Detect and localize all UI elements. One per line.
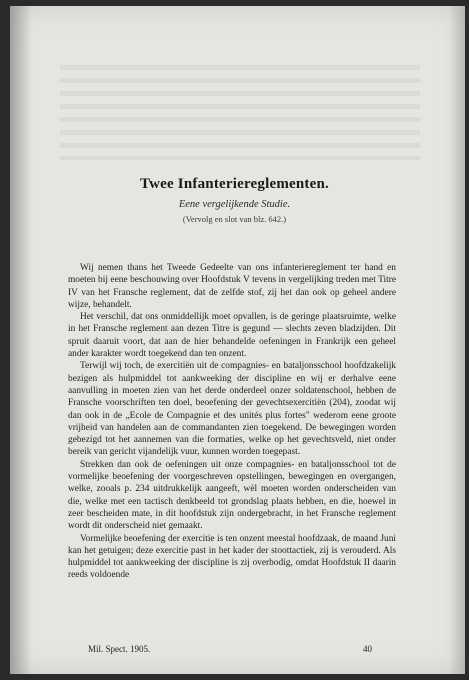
page-footer [88,644,372,654]
paragraph: Strekken dan ook de oefeningen uit onze compagnies- en bataljonsschool tot de vormelijke beoefening der voorgeschreven opstellingen, bewegingen en overgangen, welke, zooals p. 234 uitdrukkelijk aangeeft, wèl moeten worden onderscheiden van die, welke met een tactisch denkbeeld tot grondslag plaats hebben, en die, hoewel in zeer bescheiden mate, in dit hoofdstuk zijn ondergebracht, in het Fransche reglement wordt dit onderscheid niet gemaakt. [68,459,396,532]
page-edge-shadow [449,6,465,674]
article-title: Twee Infanteriereglementen. [140,176,329,192]
binding-shadow [10,6,32,674]
article-body [68,262,396,582]
continuation-note: (Vervolg en slot van blz. 642.) [182,214,287,224]
page-number: 40 [363,644,372,654]
paragraph: Het verschil, dat ons onmiddellijk moet opvallen, is de geringe plaatsruimte, welke in het Fransche reglement aan dezen Titre is gegund — slechts zeven bladzijden. Dit spruit daaruit voort, dat aan de hier behandelde oefeningen in Frankrijk een geheel ander karakter wordt toegekend dan ten onzent. [68,312,396,360]
paragraph: Terwijl wij toch, de exercitiën uit de compagnies- en bataljonsschool hoofdzakelijk bezigen als hulpmiddel tot aankweeking der discipline en wij er derhalve eene aanvulling in moeten zien van het derde onderdeel onzer soldatenschool, hebben de Fransche voorschriften ten doel, beoefening der gevechtsexercitiën (204), zoodat wij dan ook in de „Ecole de Compagnie et des unités plus fortes" wederom eene groote vrijheid van handelen aan de commandanten zien toegekend. De bewegingen worden gebezigd tot het aannemen van die formaties, welke op het gevechtsveld, niet onder bereik van gericht vijandelijk vuur, kunnen worden toegepast. [68,361,396,458]
journal-reference: Mil. Spect. 1905. [88,644,151,654]
show-through-text [60,65,420,160]
paragraph: Wij nemen thans het Tweede Gedeelte van ons infanteriereglement ter hand en moeten bij eene beschouwing over Hoofdstuk V tevens in vergelijking treden met Titre IV van het Fransche reglement, dat de zelfde stof, zij het dan ook op geheel andere wijze, behandelt. [68,263,396,310]
article-subtitle: Eene vergelijkende Studie. [178,199,291,210]
paragraph: Vormelijke beoefening der exercitie is ten onzent meestal hoofdzaak, de maand Juni kan het getuigen; deze exercitie past in het kader der stoottactiek, zij is verouderd. Als hulpmiddel tot aankweeking der discipline is zij overbodig, omdat Hoofdstuk II daarin reeds voldoende [68,533,396,581]
